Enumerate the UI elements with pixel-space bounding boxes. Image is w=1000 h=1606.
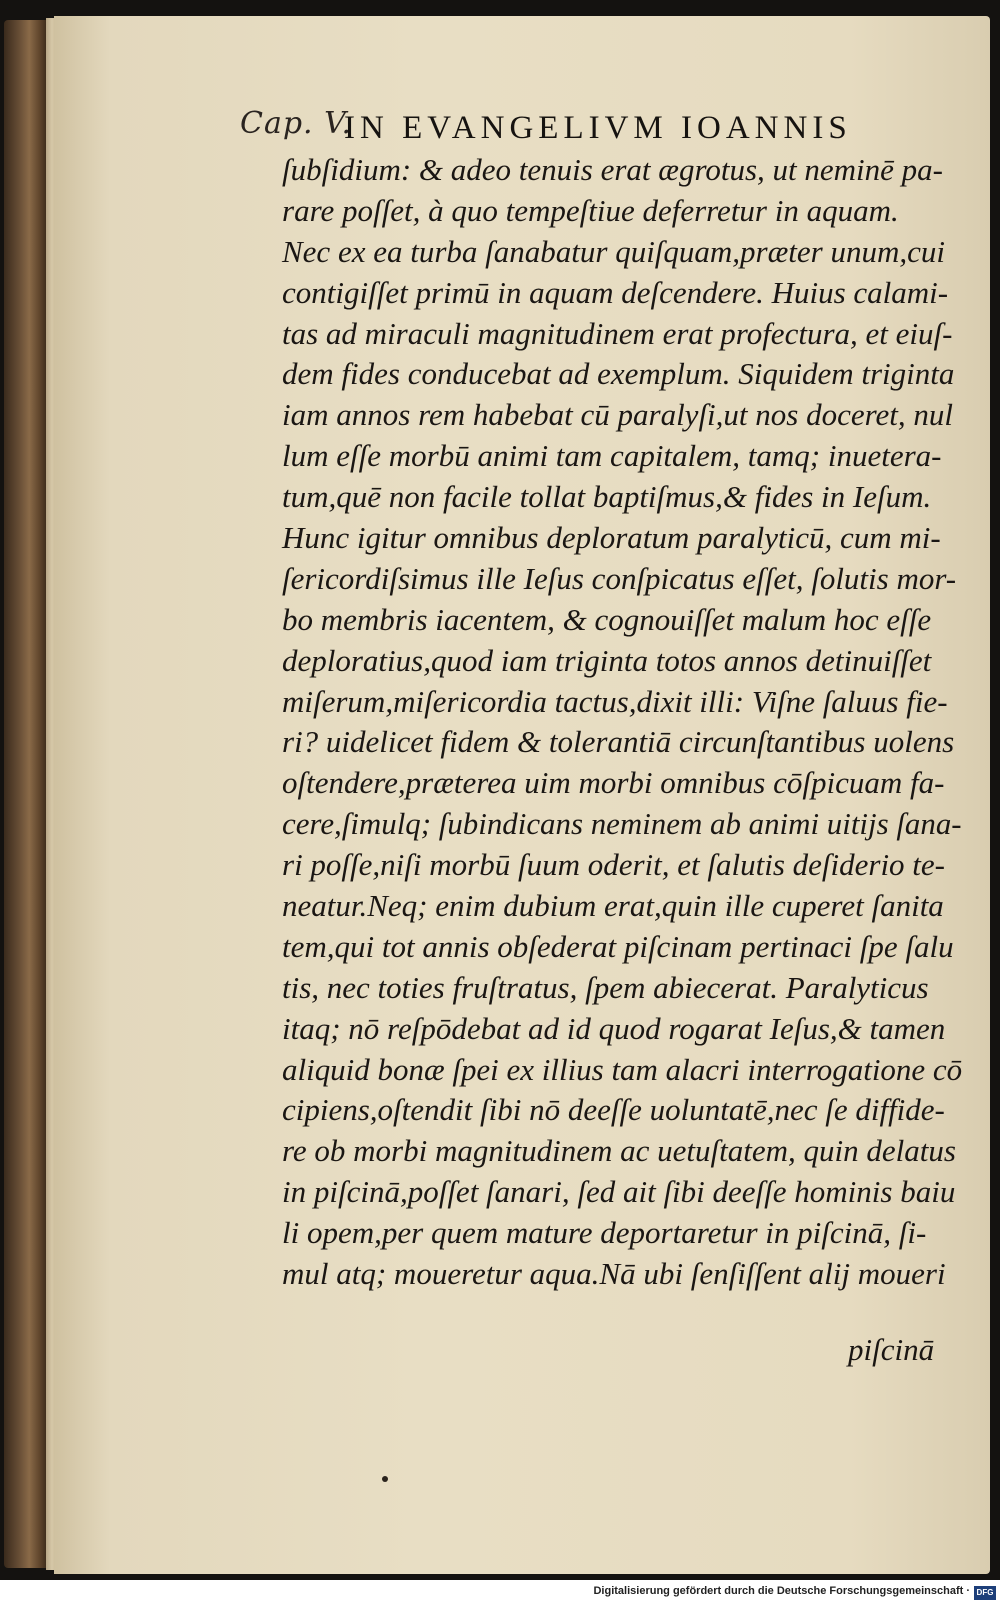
text-line: iam annos rem habebat cū paralyſi,ut nos doceret, nul: [282, 397, 954, 433]
footer-credit: Digitalisierung gefördert durch die Deutsche Forschungsgemeinschaft ·: [593, 1585, 970, 1597]
text-line: ri poſſe,niſi morbū ſuum oderit, et ſalutis deſiderio te-: [282, 847, 946, 883]
footer-bar: [0, 1580, 1000, 1606]
catchword: piſcinā: [848, 1332, 935, 1367]
running-title: IN EVANGELIVM IOANNIS: [344, 110, 852, 146]
text-line: tas ad miraculi magnitudinem erat profectura, et eiuſ-: [282, 315, 953, 351]
text-line: re ob morbi magnitudinem ac uetuſtatem, quin delatus: [282, 1133, 956, 1169]
text-line: mul atq; moueretur aqua.Nā ubi ſenſiſſent alij moueri: [282, 1256, 946, 1292]
text-line: tis, nec toties fruſtratus, ſpem abiecerat. Paralyticus: [282, 969, 929, 1005]
body-text: [282, 150, 962, 1295]
text-line: rare poſſet, à quo tempeſtiue deferretur in aquam.: [282, 192, 899, 228]
text-line: neatur.Neq; enim dubium erat,quin ille cuperet ſanita: [282, 888, 944, 924]
text-line: itaq; nō reſpōdebat ad id quod rogarat Ieſus,& tamen: [282, 1010, 946, 1046]
text-line: ſubſidium: & adeo tenuis erat ægrotus, ut neminē pa-: [282, 152, 943, 187]
chapter-annotation: Cap. V.: [240, 106, 353, 141]
text-line: cere,ſimulq; ſubindicans neminem ab animi uitijs ſana-: [282, 806, 962, 842]
text-line: contigiſſet primū in aquam deſcendere. Huius calami-: [282, 274, 949, 310]
ink-dot: [382, 1476, 388, 1482]
text-line: tum,quē non facile tollat baptiſmus,& fides in Ieſum.: [282, 479, 932, 515]
text-line: aliquid bonæ ſpei ex illius tam alacri interrogatione cō: [282, 1051, 963, 1087]
text-line: ri? uidelicet fidem & tolerantiā circunſtantibus uolens: [282, 724, 955, 760]
text-line: bo membris iacentem, & cognouiſſet malum hoc eſſe: [282, 601, 932, 637]
text-line: dem fides conducebat ad exemplum. Siquidem triginta: [282, 356, 955, 392]
text-line: li opem,per quem mature deportaretur in piſcinā, ſi-: [282, 1215, 927, 1251]
book-spine: [4, 20, 50, 1568]
text-line: lum eſſe morbū animi tam capitalem, tamq; inuetera-: [282, 438, 942, 474]
text-line: Nec ex ea turba ſanabatur quiſquam,præter unum,cui: [282, 233, 945, 269]
text-line: in piſcinā,poſſet ſanari, ſed ait ſibi deeſſe hominis baiu: [282, 1174, 956, 1210]
text-line: miſerum,miſericordia tactus,dixit illi: Viſne ſaluus fie-: [282, 683, 948, 719]
text-line: ſericordiſsimus ille Ieſus conſpicatus eſſet, ſolutis mor-: [282, 560, 957, 596]
text-line: deploratius,quod iam triginta totos annos detinuiſſet: [282, 642, 932, 678]
text-line: oſtendere,præterea uim morbi omnibus cōſpicuam fa-: [282, 765, 945, 801]
running-head: [240, 106, 940, 152]
text-line: tem,qui tot annis obſederat piſcinam pertinaci ſpe ſalu: [282, 928, 954, 964]
text-line: cipiens,oſtendit ſibi nō deeſſe uoluntatē,nec ſe diffide-: [282, 1092, 945, 1128]
dfg-logo: DFG: [974, 1586, 996, 1600]
text-line: Hunc igitur omnibus deploratum paralyticū, cum mi-: [282, 520, 941, 556]
